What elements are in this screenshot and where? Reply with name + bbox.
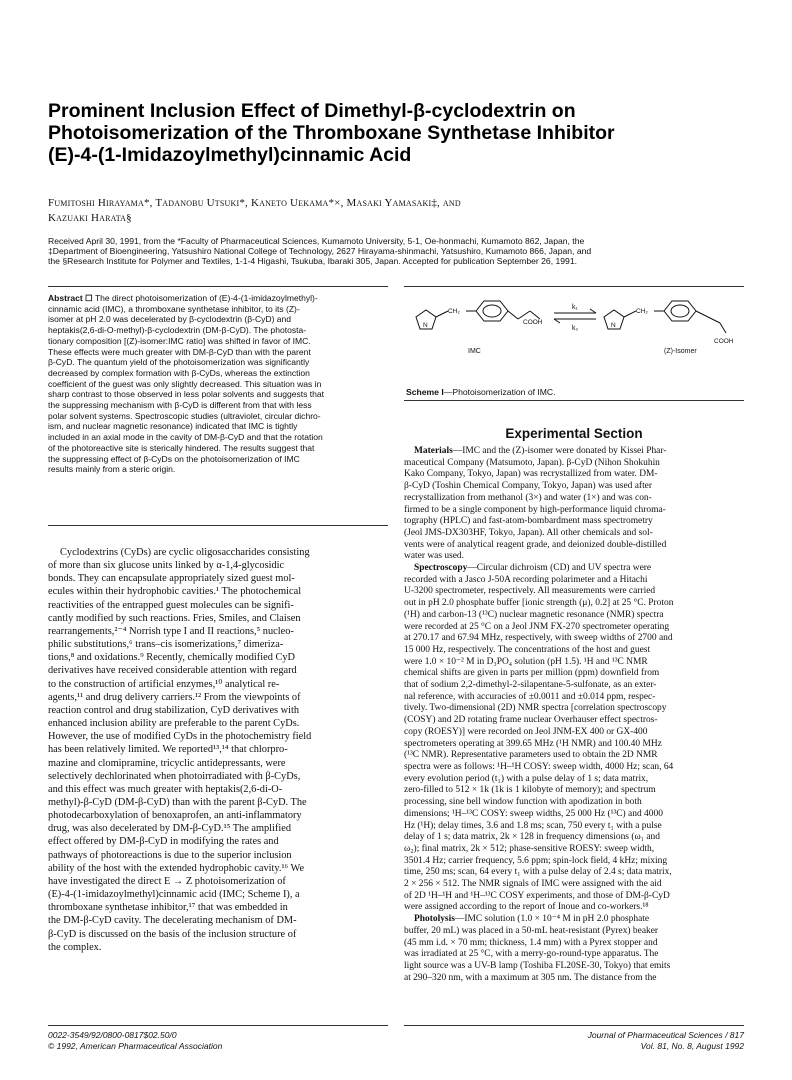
experimental-line — [404, 493, 744, 505]
author-line: Fumitoshi Hirayama*, Tadanobu Utsuki*, Kaneto Uekama*×, Masaki Yamasaki‡, and — [48, 197, 461, 209]
line-text: zero-filled to 512 × 1k (1k is 1 kilobyte of memory); and spectrum — [404, 785, 656, 796]
abstract-label: Abstract ☐ — [48, 293, 93, 303]
intro-line: methyl)-β-CyD (DM-β-CyD) than with the parent β-CyD. The — [48, 796, 307, 808]
scheme-caption-label: Scheme I — [406, 387, 444, 397]
benzene-ring-right — [664, 301, 696, 321]
section-heading: Experimental Section — [505, 426, 643, 441]
affiliation-line: ‡Department of Bioengineering, Yatsushiro National College of Technology, 2627 Hirayama-shinmachi, Yatsushiro, Kumamoto 866, Japan, and — [48, 246, 592, 257]
abstract-line: β-CyD. The quantum yield of the photoisomerization was significantly — [48, 357, 310, 368]
experimental-line — [404, 961, 744, 973]
abstract-line: tionary composition [(Z)-isomer:IMC ratio] was shifted in favor of IMC. — [48, 335, 311, 346]
line-text: (¹³C NMR). Representative parameters used to obtain the 2D NMR — [404, 750, 658, 761]
line-text: (Jeol JMS-DX303HF, Tokyo, Japan). All other chemicals and sol- — [404, 527, 653, 538]
scheme-n-right: N — [611, 322, 616, 329]
line-text: —Circular dichroism (CD) and UV spectra were — [467, 563, 652, 574]
scheme-figure — [404, 286, 744, 401]
experimental-line — [404, 622, 744, 634]
line-text: copy (ROESY)] were recorded on Jeol JNM-EX 400 or GX-400 — [404, 726, 648, 737]
experimental-line — [404, 703, 744, 715]
scheme-label-imc: IMC — [468, 348, 481, 355]
experimental-line — [404, 914, 744, 926]
experimental-line — [404, 809, 744, 821]
line-text: were 1.0 × 10⁻² M in D₃PO₄ solution (pH 1.5). ¹H and ¹³C NMR — [404, 656, 648, 667]
scheme-label-z-isomer: (Z)-Isomer — [664, 348, 697, 355]
experimental-line — [404, 727, 744, 739]
experimental-line — [404, 902, 744, 914]
abstract-line: coefficient of the guest was only slightly decreased. This situation was in — [48, 378, 322, 389]
line-text: (COSY) and 2D rotating frame nuclear Overhauser effect spectros- — [404, 715, 658, 726]
intro-line: ecules within their hydrophobic cavities.¹ The photochemical — [48, 586, 302, 598]
experimental-line — [404, 797, 744, 809]
experimental-line — [404, 610, 744, 622]
title-line: Prominent Inclusion Effect of Dimethyl-β-cyclodextrin on — [48, 100, 576, 122]
author-list — [48, 196, 748, 226]
abstract-line-first — [48, 293, 388, 304]
experimental-line — [404, 505, 744, 517]
abstract-line: sharp contrast to those observed in less polar solvents and suggests that — [48, 389, 325, 400]
abstract-line: decreased by complex formation with β-CyDs, whereas the extinction — [48, 367, 310, 378]
intro-line: However, the use of modified CyDs in the photochemistry field — [48, 731, 312, 743]
scheme-k2: k₂ — [572, 325, 579, 332]
footer-journal — [544, 1030, 744, 1052]
experimental-line — [404, 715, 744, 727]
line-text: that of sodium 2,2-dimethyl-2-silapentane-5-sulfonate, as an exter- — [404, 680, 657, 691]
experimental-line — [404, 762, 744, 774]
scheme-cooh-right: COOH — [714, 338, 734, 345]
abstract — [48, 286, 388, 526]
experimental-line — [404, 563, 744, 575]
scheme-structures — [404, 287, 744, 387]
introduction — [48, 546, 388, 954]
footer-copyright — [48, 1030, 222, 1052]
experimental-line — [404, 739, 744, 751]
line-text: was irradiated at 25 °C, with a merry-go-round-type apparatus. The — [404, 949, 659, 960]
intro-line: the complex. — [48, 941, 102, 953]
line-text: dimensions; ¹H–¹³C COSY: sweep widths, 25 000 Hz (¹³C) and 4000 — [404, 808, 663, 819]
abstract-line: These effects were much greater with DM-β-CyD than with the parent — [48, 346, 311, 357]
line-text: spectrometers operating at 399.65 MHz (¹H NMR) and 100.40 MHz — [404, 738, 662, 749]
benzene-ring-left — [476, 301, 508, 321]
experimental-line — [404, 891, 744, 903]
line-text: of 2D ¹H–¹H and ¹H–¹³C COSY experiments, and those of DM-β-CyD — [404, 890, 670, 901]
line-text: 2 × 256 × 512. The NMR signals of IMC were assigned with the aid — [404, 879, 662, 890]
intro-line: bonds. They can encapsulate appropriately sized guest mol- — [48, 573, 295, 585]
intro-line: have investigated the direct E → Z photoisomerization of — [48, 875, 286, 887]
intro-line: has been relatively limited. We reported¹³,¹⁴ that chlorpro- — [48, 744, 288, 756]
intro-line: reactivities of the entrapped guest molecules can be signifi- — [48, 599, 294, 611]
experimental-line — [404, 645, 744, 657]
intro-line: tions,⁸ and oxidations.⁹ Recently, chemically modified CyD — [48, 652, 295, 664]
intro-line: cantly modified by such reactions. Fries, Smiles, and Claisen — [48, 612, 301, 624]
experimental-line — [404, 856, 744, 868]
intro-line: β-CyD is discussed on the basis of the inclusion structure of — [48, 928, 297, 940]
intro-line: of more than six glucose units linked by α-1,4-glycosidic — [48, 560, 285, 572]
intro-line: derivatives have received considerable attention with regard — [48, 665, 297, 677]
footer-journal-volume: Vol. 81, No. 8, August 1992 — [640, 1041, 744, 1051]
footer-code: 0022-3549/92/0800-0817$02.50/0 — [48, 1030, 177, 1040]
abstract-line: cinnamic acid (IMC), a thromboxane synthetase inhibitor, to its (Z)- — [48, 303, 300, 314]
affiliation-line: the §Research Institute for Polymer and Textiles, 1-1-4 Higashi, Tsukuba, Ibaraki 305, Japan. Accepted for publication September 26, 1991. — [48, 256, 577, 267]
experimental-line — [404, 446, 744, 458]
scheme-k1: k₁ — [572, 304, 578, 311]
line-text: at 290–320 nm, with a maximum at 305 nm. The distance from the — [404, 972, 657, 983]
experimental-line — [404, 774, 744, 786]
abstract-line: the suppressing mechanism with β-CyD is different from that with less — [48, 400, 312, 411]
line-text: water was used. — [404, 551, 465, 562]
line-text: —IMC and the (Z)-isomer were donated by Kissei Phar- — [452, 446, 667, 456]
intro-line: to the construction of artificial enzymes,¹⁰ analytical re- — [48, 678, 280, 690]
abstract-line: included in an axial mode in the cavity of DM-β-CyD and that the rotation — [48, 432, 323, 443]
line-text: firmed to be a single component by high-performance liquid chroma- — [404, 504, 666, 515]
scheme-caption-text: —Photoisomerization of IMC. — [443, 387, 556, 397]
intro-line: reaction control and drug stabilization, CyD derivatives with — [48, 704, 300, 716]
intro-line: agents,¹¹ and drug delivery carriers.¹² From the viewpoints of — [48, 691, 301, 703]
experimental-line — [404, 949, 744, 961]
experimental-line — [404, 938, 744, 950]
title-line: (E)-4-(1-Imidazoylmethyl)cinnamic Acid — [48, 144, 412, 166]
abstract-line: isomer at pH 2.0 was decelerated by β-cyclodextrin (β-CyD) and — [48, 314, 292, 325]
line-text: nal reference, with accuracies of ±0.0011 and ±0.014 ppm, respec- — [404, 691, 656, 702]
experimental-line — [404, 528, 744, 540]
line-text: Kako Company, Tokyo, Japan) was recrystallized from water. DM- — [404, 469, 658, 480]
intro-line: enhanced inclusion ability are preferable to the parent CyDs. — [48, 718, 300, 730]
experimental-section — [404, 446, 744, 984]
line-text: tography (HPLC) and fast-atom-bombardment mass spectrometry — [404, 516, 653, 527]
experimental-line — [404, 867, 744, 879]
scheme-caption — [406, 387, 556, 397]
line-text: U-3200 spectrometer, respectively. All measurements were carried — [404, 586, 656, 597]
experimental-line — [404, 633, 744, 645]
experimental-line — [404, 586, 744, 598]
line-text: (45 mm i.d. × 70 mm; thickness, 1.4 mm) with a Pyrex stopper and — [404, 937, 658, 948]
intro-line: and this effect was much greater with heptakis(2,6-di-O- — [48, 783, 283, 795]
experimental-line — [404, 469, 744, 481]
experimental-line — [404, 598, 744, 610]
footer-publisher: © 1992, American Pharmaceutical Association — [48, 1041, 223, 1051]
line-text: tively. Two-dimensional (2D) NMR spectra [correlation spectroscopy — [404, 703, 667, 714]
footer-divider — [404, 1025, 744, 1026]
experimental-line — [404, 832, 744, 844]
intro-line: Cyclodextrins (CyDs) are cyclic oligosaccharides consisting — [60, 547, 310, 558]
line-text: delay of 1 s; data matrix, 2k × 128 in frequency dimensions (ω₁ and — [404, 832, 660, 843]
experimental-line — [404, 973, 744, 985]
line-text: spectra were as follows: ¹H–¹H COSY: sweep width, 4000 Hz; scan, 64 — [404, 761, 674, 772]
footer-journal-page: Journal of Pharmaceutical Sciences / 817 — [587, 1030, 744, 1040]
abstract-line: ism, and nuclear magnetic resonance) indicated that IMC is tightly — [48, 421, 298, 432]
experimental-line — [404, 750, 744, 762]
experimental-line — [404, 785, 744, 797]
experimental-line — [404, 844, 744, 856]
article-title — [48, 100, 748, 166]
line-text: chemical shifts are given in parts per million (ppm) downfield from — [404, 668, 660, 679]
experimental-line — [404, 692, 744, 704]
line-text: at 270.17 and 67.94 MHz, respectively, with sweep widths of 2700 and — [404, 633, 673, 644]
author-line: Kazuaki Harata§ — [48, 212, 132, 224]
scheme-n-left: N — [423, 322, 428, 329]
intro-line: ability of the host with the extended hydrophobic cavity.¹⁶ We — [48, 862, 305, 874]
line-text: recrystallization from methanol (3×) and water (1×) and was con- — [404, 492, 652, 503]
experimental-line — [404, 879, 744, 891]
line-text: time, 250 ms; scan, 64 every t₁ with a pulse delay of 2.4 s; data matrix, — [404, 867, 672, 878]
scheme-cooh-left: COOH — [523, 319, 543, 326]
affiliation-line: Received April 30, 1991, from the *Faculty of Pharmaceutical Sciences, Kumamoto University, 5-1, Oe-honmachi, Kumamoto 862, Japan, the — [48, 236, 585, 246]
intro-line: pathways of photoreactions is due to the superior inclusion — [48, 849, 292, 861]
line-text: β-CyD (Toshin Chemical Company, Tokyo, Japan) was used after — [404, 481, 653, 492]
intro-line: photodecarboxylation of benoxaprofen, an anti-inflammatory — [48, 810, 302, 822]
intro-line: drug, was also decelerated by DM-β-CyD.¹⁵ The amplified — [48, 823, 292, 835]
abstract-line: results mainly from a steric origin. — [48, 464, 176, 475]
line-text: recorded with a Jasco J-50A recording polarimeter and a Hitachi — [404, 574, 648, 585]
experimental-line — [404, 540, 744, 552]
line-text: light source was a UV-B lamp (Toshiba FL20SE-30, Tokyo) that emits — [404, 960, 671, 971]
experimental-line — [404, 551, 744, 563]
line-text: 15 000 Hz, respectively. The concentrations of the host and guest — [404, 644, 651, 655]
intro-line: thromboxane synthetase inhibitor,¹⁷ that was embedded in — [48, 902, 288, 914]
experimental-line — [404, 575, 744, 587]
experimental-line — [404, 657, 744, 669]
line-text: (¹H) and carbon-13 (¹³C) nuclear magnetic resonance (NMR) spectra — [404, 609, 664, 620]
line-text: ω₂); final matrix, 2k × 512; phase-sensitive ROESY: sweep width, — [404, 843, 655, 854]
abstract-line: of the photoreactive site is sterically hindered. The results suggest that — [48, 442, 315, 453]
intro-line: philic substitutions,⁶ trans–cis isomerizations,⁷ dimeriza- — [48, 639, 284, 651]
experimental-line — [404, 680, 744, 692]
experimental-line — [404, 821, 744, 833]
abstract-line: heptakis(2,6-di-O-methyl)-β-cyclodextrin (DM-β-CyD). The photosta- — [48, 325, 307, 336]
line-text: out in pH 2.0 phosphate buffer [ionic strength (μ), 0.2] at 25 °C. Proton — [404, 598, 674, 609]
line-text: were recorded at 25 °C on a Jeol JNM FX-270 spectrometer operating — [404, 621, 670, 632]
line-text: Hz (¹H); delay times, 3.6 and 1.8 ms; scan, 750 every t₁ with a pulse — [404, 820, 662, 831]
affiliations — [48, 236, 748, 267]
intro-line: mazine and clomipramine, tricyclic antidepressants, were — [48, 757, 286, 769]
title-line: Photoisomerization of the Thromboxane Synthetase Inhibitor — [48, 122, 615, 144]
experimental-line — [404, 668, 744, 680]
paragraph-heading: Materials — [414, 446, 453, 456]
line-text: were assigned according to the report of Inoue and co-workers.¹⁸ — [404, 902, 649, 913]
experimental-line — [404, 516, 744, 528]
experimental-line — [404, 458, 744, 470]
scheme-ch2-right: CH₂ — [636, 308, 648, 315]
scheme-ch2-left: CH₂ — [448, 308, 460, 315]
line-text: processing, sine bell window function with apodization in both — [404, 797, 642, 808]
line-text: vents were of analytical reagent grade, and deionized double-distilled — [404, 539, 667, 550]
intro-line: selectively dechlorinated when photoirradiated with β-CyDs, — [48, 770, 301, 782]
experimental-line — [404, 481, 744, 493]
intro-line: (E)-4-(1-imidazoylmethyl)cinnamic acid (IMC; Scheme I), a — [48, 889, 300, 901]
line-text: maceutical Company (Matsumoto, Japan). β-CyD (Nihon Shokuhin — [404, 457, 660, 468]
intro-line: effect offered by DM-β-CyD in modifying the rates and — [48, 836, 279, 848]
paragraph-heading: Photolysis — [414, 914, 455, 925]
line-text: buffer, 20 mL) was placed in a 50-mL heat-resistant (Pyrex) beaker — [404, 925, 659, 936]
footer-divider — [48, 1025, 388, 1026]
paragraph-heading: Spectroscopy — [414, 563, 468, 574]
intro-line: rearrangements,²⁻⁴ Norrish type I and II reactions,⁵ nucleo- — [48, 625, 294, 637]
line-text: every evolution period (t₁) with a pulse delay of 1 s; data matrix, — [404, 773, 649, 784]
abstract-line: polar solvent systems. Spectroscopic studies (ultraviolet, circular dichro- — [48, 410, 321, 421]
abstract-line: The direct photoisomerization of (E)-4-(1-imidazoylmethyl)- — [94, 293, 318, 303]
line-text: —IMC solution (1.0 × 10⁻⁴ M in pH 2.0 phosphate — [454, 914, 650, 925]
intro-line: the DM-β-CyD cavity. The decelerating mechanism of DM- — [48, 915, 297, 927]
abstract-line: the suppressing effect of β-CyDs on the photoisomerization of IMC — [48, 453, 300, 464]
experimental-line — [404, 926, 744, 938]
line-text: 3501.4 Hz; carrier frequency, 5.6 ppm; spin-lock field, 4 kHz; mixing — [404, 855, 668, 866]
